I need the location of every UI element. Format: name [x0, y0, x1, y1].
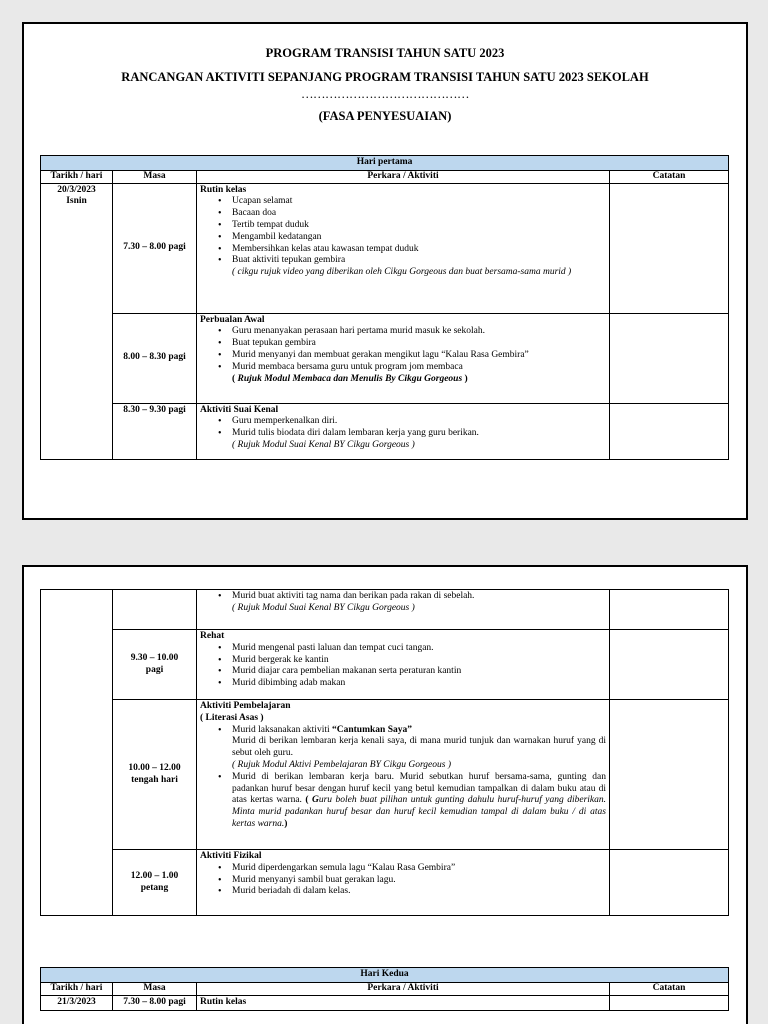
activity-cell: [197, 590, 610, 630]
time-line-2: tengah hari: [131, 774, 178, 785]
list-item: • Murid mengenal pasti laluan dan tempat cuci tangan.: [218, 643, 606, 655]
notes-cell: [610, 630, 729, 700]
time-line-1: 10.00 – 12.00: [128, 762, 181, 773]
col-header-activity: Perkara / Aktiviti: [197, 982, 610, 995]
list-item: • Bacaan doa: [218, 208, 606, 220]
list-item: • Murid beriadah di dalam kelas.: [218, 886, 606, 898]
list-item: [218, 725, 606, 772]
notes-cell: [610, 183, 729, 313]
day-band: Hari Kedua: [41, 968, 729, 983]
col-header-date: Tarikh / hari: [41, 982, 113, 995]
col-header-time: Masa: [113, 170, 197, 183]
table-row: [41, 850, 729, 916]
document-title: PROGRAM TRANSISI TAHUN SATU 2023: [265, 46, 505, 60]
list-item: • Murid menyanyi dan membuat gerakan mengikut lagu “Kalau Rasa Gembira”: [218, 350, 606, 362]
notes-cell: [610, 995, 729, 1011]
day-band: Hari pertama: [41, 156, 729, 171]
list-item: • Buat aktiviti tepukan gembira: [218, 255, 606, 267]
table-row: [41, 313, 729, 403]
notes-cell: [610, 850, 729, 916]
activity-title: Perbualan Awal: [200, 314, 265, 325]
activity-list: [200, 863, 606, 898]
day1-schedule-table: [40, 155, 729, 460]
note-open: (: [301, 795, 312, 806]
col-header-date: Tarikh / hari: [41, 170, 113, 183]
list-item: • Murid menyanyi sambil buat gerakan lagu.: [218, 875, 606, 887]
activity-list: [200, 196, 606, 267]
activity-cell: [197, 403, 610, 459]
day1-schedule-continued-table: [40, 589, 729, 916]
activity-list: [200, 591, 606, 603]
col-header-time: Masa: [113, 982, 197, 995]
time-line-1: 12.00 – 1.00: [130, 870, 179, 881]
list-item: • Guru menanyakan perasaan hari pertama murid masuk ke sekolah.: [218, 326, 606, 338]
day-band-row: [41, 968, 729, 983]
notes-cell: [610, 700, 729, 850]
activity-list: [200, 326, 606, 373]
activity-title: Rutin kelas: [200, 996, 247, 1007]
activity-title: Rutin kelas: [200, 184, 247, 195]
time-line-2: pagi: [145, 664, 164, 675]
table-row: [41, 630, 729, 700]
date-cell: [41, 590, 113, 916]
notes-cell: [610, 313, 729, 403]
school-name-blank: ……………………………………: [301, 87, 469, 101]
activity-note: ( Rujuk Modul Suai Kenal BY Cikgu Gorgeous ): [232, 439, 415, 450]
time-line-2: petang: [140, 882, 169, 893]
document-page-1: [22, 22, 748, 520]
note-first-letter: G: [311, 795, 319, 806]
list-item: • Murid membaca bersama guru untuk program jom membaca: [218, 362, 606, 374]
activity-title: Aktiviti Fizikal: [200, 851, 262, 861]
activity-note: ( cikgu rujuk video yang diberikan oleh Cikgu Gorgeous dan buat bersama-sama murid ): [232, 267, 572, 278]
date-value: 20/3/2023: [57, 184, 96, 195]
activity-list: [200, 725, 606, 831]
list-item: • Membersihkan kelas atau kawasan tempat duduk: [218, 244, 606, 256]
activity-name: “Cantumkan Saya”: [332, 724, 412, 735]
activity-cell: [197, 850, 610, 916]
note-close: ): [284, 818, 288, 829]
list-item: • Murid tulis biodata diri dalam lembaran kerja yang guru berikan.: [218, 428, 606, 440]
list-item: • Murid buat aktiviti tag nama dan berikan pada rakan di sebelah.: [218, 591, 606, 603]
day-band-row: [41, 156, 729, 171]
time-cell: 8.00 – 8.30 pagi: [113, 313, 197, 403]
table-row: [41, 995, 729, 1011]
teacher-note: uru boleh buat pilihan untuk gunting dahulu huruf-huruf yang diberikan. Minta murid padankan huruf besar dan huruf kecil kemudian tampal di dalam buku / di atas kertas warna.: [232, 795, 606, 829]
list-item: • Mengambil kedatangan: [218, 232, 606, 244]
column-header-row: [41, 170, 729, 183]
time-cell: [113, 700, 197, 850]
document-page-2: [22, 565, 748, 1024]
list-item: • Ucapan selamat: [218, 196, 606, 208]
activity-note-line: [200, 374, 606, 386]
table-row: [41, 590, 729, 630]
notes-cell: [610, 403, 729, 459]
col-header-notes: Catatan: [610, 170, 729, 183]
weekday-value: Isnin: [66, 196, 87, 207]
list-item: • Murid bergerak ke kantin: [218, 655, 606, 667]
item-text: Murid di berikan lembaran kerja kenali saya, di mana murid tunjuk dan warnakan huruf yang di sebut oleh guru.: [232, 736, 606, 759]
list-item: • Murid diajar cara pembelian makanan serta peraturan kantin: [218, 666, 606, 678]
activity-cell: [197, 630, 610, 700]
activity-cell: [197, 183, 610, 313]
activity-cell: [197, 995, 610, 1011]
table-row: [41, 403, 729, 459]
activity-list: [200, 416, 606, 440]
activity-title: Aktiviti Suai Kenal: [200, 404, 279, 415]
day2-schedule-table: [40, 967, 729, 1011]
list-item: • Tertib tempat duduk: [218, 220, 606, 232]
list-item: • Murid dibimbing adab makan: [218, 678, 606, 690]
table-row: [41, 700, 729, 850]
time-cell: [113, 630, 197, 700]
table-row: [41, 183, 729, 313]
activity-title: Aktiviti Pembelajaran: [200, 701, 291, 711]
time-cell: [113, 850, 197, 916]
activity-note: ( Rujuk Modul Aktivi Pembelajaran BY Cikgu Gorgeous ): [232, 759, 451, 770]
list-item: [218, 772, 606, 831]
list-item: • Murid diperdengarkan semula lagu “Kalau Rasa Gembira”: [218, 863, 606, 875]
activity-title: Rehat: [200, 631, 225, 641]
list-item: • Buat tepukan gembira: [218, 338, 606, 350]
time-line-1: 9.30 – 10.00: [130, 652, 179, 663]
date-cell: [41, 183, 113, 459]
phase-title: (FASA PENYESUAIAN): [318, 109, 452, 123]
activity-subtitle: ( Literasi Asas ): [200, 712, 264, 723]
activity-list: [200, 643, 606, 690]
item-prefix: Murid laksanakan aktiviti: [232, 724, 332, 735]
activity-cell: [197, 313, 610, 403]
date-cell: 21/3/2023: [41, 995, 113, 1011]
activity-cell: [197, 700, 610, 850]
activity-note: Rujuk Modul Membaca dan Menulis By Cikgu Gorgeous: [237, 373, 463, 384]
item-text: Murid di berikan lembaran kerja baru. Murid sebutkan huruf bersama-sama, gunting dan padankan huruf besar dengan huruf kecil yang betul kemudian tampalkan di dalam buku atau di atas kertas warna.: [232, 771, 606, 806]
notes-cell: [610, 590, 729, 630]
column-header-row: [41, 982, 729, 995]
col-header-notes: Catatan: [610, 982, 729, 995]
col-header-activity: Perkara / Aktiviti: [197, 170, 610, 183]
time-cell: [113, 590, 197, 630]
note-open: (: [232, 373, 238, 384]
time-cell: 7.30 – 8.00 pagi: [113, 995, 197, 1011]
activity-note: ( Rujuk Modul Suai Kenal BY Cikgu Gorgeous ): [232, 602, 415, 613]
time-cell: 8.30 – 9.30 pagi: [113, 403, 197, 459]
time-cell: 7.30 – 8.00 pagi: [113, 183, 197, 313]
document-subtitle: RANCANGAN AKTIVITI SEPANJANG PROGRAM TRANSISI TAHUN SATU 2023 SEKOLAH: [121, 70, 649, 84]
list-item: • Guru memperkenalkan diri.: [218, 416, 606, 428]
note-close: ): [462, 373, 468, 384]
